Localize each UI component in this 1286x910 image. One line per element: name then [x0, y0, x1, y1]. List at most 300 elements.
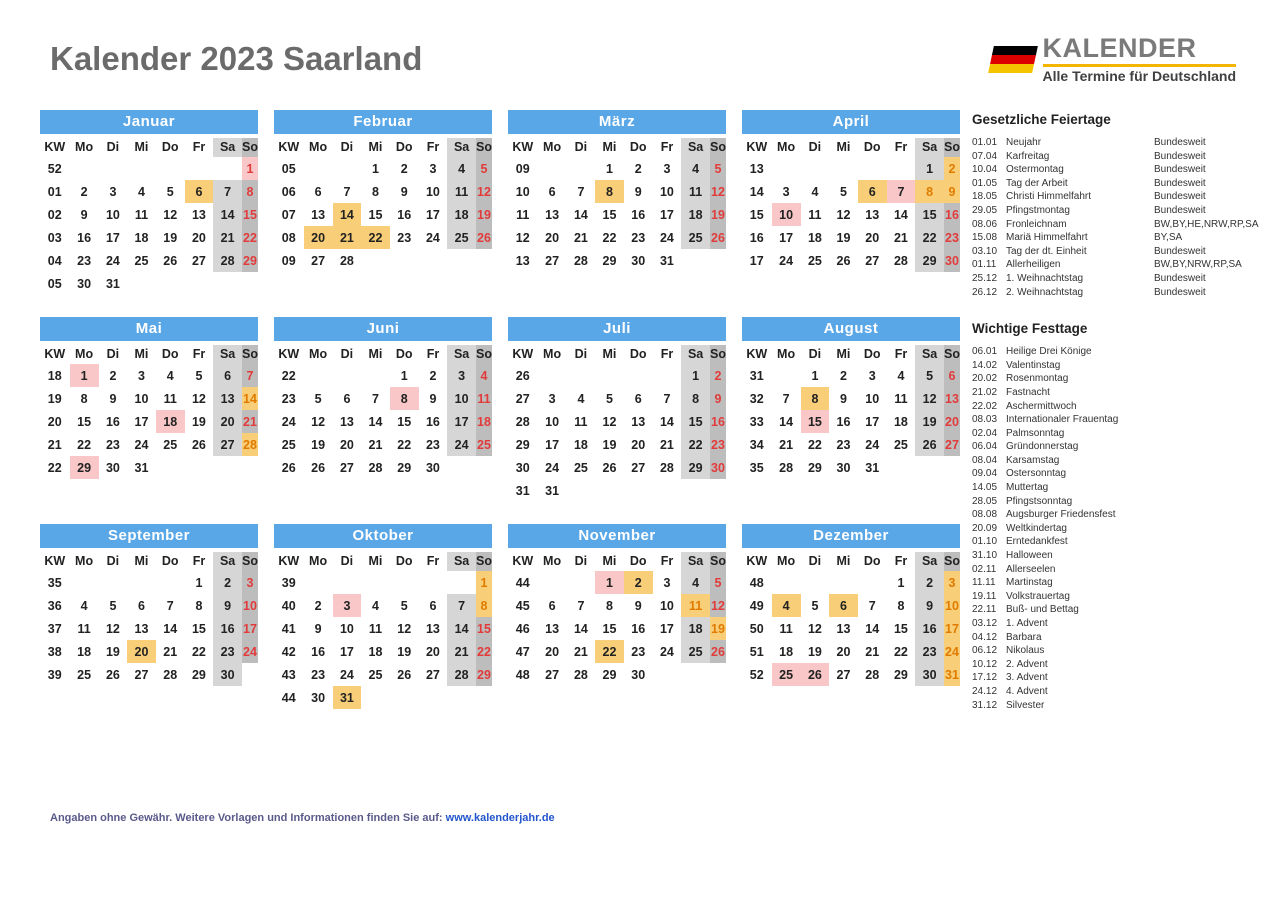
day-cell-empty [361, 249, 390, 272]
day-cell: 6 [343, 391, 351, 406]
day-cell: 20 [944, 410, 960, 433]
festival-row [972, 400, 1252, 414]
day-cell: 27 [944, 433, 960, 456]
week-number: 43 [281, 667, 296, 682]
week-number: 36 [47, 598, 62, 613]
day-cell: 25 [368, 667, 383, 682]
day-cell: 9 [944, 180, 960, 203]
week-row [508, 226, 726, 249]
day-cell: 13 [213, 387, 242, 410]
weekday-header: Do [395, 140, 413, 154]
day-cell: 1 [242, 157, 258, 180]
week-row [508, 387, 726, 410]
day-cell: 21 [779, 437, 794, 452]
day-cell: 5 [605, 391, 613, 406]
day-cell: 9 [839, 391, 847, 406]
festival-name: Augsburger Friedensfest [1006, 509, 1116, 521]
weekday-header: Sa [915, 552, 944, 571]
week-row [508, 617, 726, 640]
day-cell-empty [304, 364, 333, 387]
day-cell: 1 [595, 571, 624, 594]
day-cell-empty [595, 364, 624, 387]
day-cell: 3 [663, 575, 671, 590]
week-row [274, 594, 492, 617]
day-cell-empty [710, 249, 726, 272]
weekday-header: Mo [309, 140, 328, 154]
day-cell-empty [127, 272, 156, 295]
week-row [508, 364, 726, 387]
weekday-header: Mi [134, 140, 149, 154]
day-cell: 14 [659, 414, 674, 429]
day-cell: 19 [807, 644, 822, 659]
day-cell: 22 [807, 437, 822, 452]
day-cell: 15 [681, 410, 710, 433]
month-title: Oktober [274, 524, 492, 548]
festival-name: Muttertag [1006, 482, 1049, 494]
day-cell: 25 [77, 667, 92, 682]
day-cell: 8 [595, 180, 624, 203]
day-cell: 31 [944, 663, 960, 686]
festival-date: 06.04 [972, 441, 998, 453]
weekday-header: Mo [543, 347, 562, 361]
month-dezember [742, 524, 960, 709]
festival-name: Barbara [1006, 631, 1042, 643]
day-cell-empty [361, 686, 390, 709]
holiday-name: 2. Weihnachtstag [1006, 286, 1084, 298]
week-row [274, 180, 492, 203]
day-cell: 25 [163, 437, 178, 452]
festival-date: 28.05 [972, 495, 998, 507]
day-cell: 23 [213, 640, 242, 663]
holiday-row [972, 190, 1252, 204]
weekday-header: Do [629, 347, 647, 361]
day-cell: 24 [242, 640, 258, 663]
month-november [508, 524, 726, 709]
day-cell: 20 [127, 640, 156, 663]
day-cell: 16 [311, 644, 326, 659]
day-cell: 14 [242, 387, 258, 410]
weekday-header: Sa [915, 138, 944, 157]
week-number: 35 [47, 575, 62, 590]
day-cell-empty [567, 364, 596, 387]
festival-row [972, 563, 1252, 577]
week-row [508, 433, 726, 456]
day-cell: 4 [811, 184, 819, 199]
week-row [40, 203, 258, 226]
weekday-header: Di [340, 347, 354, 361]
week-number: 06 [281, 184, 296, 199]
month-title: März [508, 110, 726, 134]
day-cell: 18 [779, 644, 794, 659]
day-cell-empty [447, 571, 476, 594]
day-cell: 25 [447, 226, 476, 249]
day-cell-empty [333, 571, 362, 594]
day-cell: 26 [710, 226, 726, 249]
festival-row [972, 658, 1252, 672]
weekday-header: So [710, 138, 726, 157]
day-cell: 29 [191, 667, 206, 682]
day-cell-empty [156, 157, 185, 180]
weekday-header: Mi [602, 554, 617, 568]
festival-row [972, 345, 1252, 359]
weekday-header: Fr [660, 554, 674, 568]
day-cell: 16 [631, 621, 646, 636]
festival-row [972, 481, 1252, 495]
day-cell: 26 [397, 667, 412, 682]
holiday-scope: Bundesweit [1154, 272, 1206, 284]
weekday-header: Di [106, 140, 120, 154]
day-cell-empty [858, 157, 887, 180]
festival-name: Erntedankfest [1006, 536, 1068, 548]
day-cell: 5 [915, 364, 944, 387]
day-cell: 15 [77, 414, 92, 429]
day-cell: 13 [545, 207, 560, 222]
festival-row [972, 685, 1252, 699]
day-cell: 10 [425, 184, 440, 199]
day-cell-empty [538, 364, 567, 387]
festival-date: 08.04 [972, 454, 998, 466]
holiday-date: 01.11 [972, 259, 997, 271]
festival-name: Ostersonntag [1006, 468, 1067, 480]
day-cell: 16 [944, 203, 960, 226]
day-cell: 4 [166, 368, 174, 383]
day-cell: 29 [242, 249, 258, 272]
day-cell: 26 [163, 253, 178, 268]
weekday-header: Mi [836, 347, 851, 361]
holiday-name: Tag der Arbeit [1006, 177, 1068, 189]
week-number: 13 [515, 253, 530, 268]
day-cell-empty [538, 157, 567, 180]
day-cell: 30 [105, 460, 120, 475]
week-row [508, 203, 726, 226]
day-cell: 24 [944, 640, 960, 663]
festival-row [972, 603, 1252, 617]
festival-date: 31.12 [972, 699, 998, 711]
day-cell: 21 [659, 437, 674, 452]
week-number: 05 [47, 276, 62, 291]
weekday-header: Mo [777, 347, 796, 361]
day-cell: 16 [77, 230, 92, 245]
day-cell: 15 [397, 414, 412, 429]
week-number: 26 [281, 460, 296, 475]
week-number: 26 [515, 368, 530, 383]
week-row [742, 410, 960, 433]
weekday-header: Sa [447, 552, 476, 571]
month-title: April [742, 110, 960, 134]
festival-name: 2. Advent [1006, 658, 1048, 670]
holiday-name: Ostermontag [1006, 164, 1064, 176]
day-cell: 8 [681, 387, 710, 410]
holiday-name: Christi Himmelfahrt [1006, 191, 1092, 203]
festival-row [972, 522, 1252, 536]
festival-row [972, 535, 1252, 549]
weekday-header: KW [746, 554, 768, 568]
week-number: 16 [749, 230, 764, 245]
month-title: November [508, 524, 726, 548]
weekday-header: KW [512, 554, 534, 568]
day-cell: 28 [163, 667, 178, 682]
day-cell-empty [567, 157, 596, 180]
day-cell: 6 [548, 184, 556, 199]
day-cell: 24 [659, 644, 674, 659]
week-row [40, 456, 258, 479]
day-cell: 19 [710, 203, 726, 226]
holiday-scope: Bundesweit [1154, 137, 1206, 148]
day-cell-empty [156, 456, 185, 479]
weekday-header: Fr [660, 347, 674, 361]
day-cell: 19 [311, 437, 326, 452]
day-cell: 15 [242, 203, 258, 226]
day-cell: 5 [811, 598, 819, 613]
festival-name: Nikolaus [1006, 645, 1045, 657]
weekday-header: Mi [368, 140, 383, 154]
holiday-date: 01.01 [972, 137, 998, 148]
week-number: 40 [281, 598, 296, 613]
week-row [742, 640, 960, 663]
week-row [742, 226, 960, 249]
day-cell: 25 [807, 253, 822, 268]
holiday-date: 10.04 [972, 164, 998, 176]
month-title: Dezember [742, 524, 960, 548]
weekday-header: Mo [309, 347, 328, 361]
day-cell: 3 [447, 364, 476, 387]
day-cell: 18 [807, 230, 822, 245]
weekday-header: Fr [426, 140, 440, 154]
day-cell: 26 [476, 226, 492, 249]
holiday-row [972, 204, 1252, 218]
day-cell: 8 [915, 180, 944, 203]
day-cell: 28 [213, 249, 242, 272]
day-cell: 9 [109, 391, 117, 406]
week-row [508, 249, 726, 272]
day-cell-empty [333, 157, 362, 180]
festival-date: 09.04 [972, 468, 998, 480]
festival-name: Martinstag [1006, 577, 1053, 589]
day-cell-empty [681, 479, 710, 502]
brand-logo [991, 34, 1236, 84]
day-cell: 22 [681, 433, 710, 456]
day-cell: 2 [944, 157, 960, 180]
day-cell: 2 [839, 368, 847, 383]
month-table [40, 138, 258, 295]
month-table [274, 138, 492, 272]
weekday-header: Di [808, 347, 822, 361]
festival-row [972, 372, 1252, 386]
weekday-header: Di [808, 140, 822, 154]
week-number: 07 [281, 207, 296, 222]
day-cell: 19 [836, 230, 851, 245]
day-cell: 30 [311, 690, 326, 705]
month-oktober [274, 524, 492, 709]
day-cell: 21 [573, 644, 588, 659]
week-row [742, 364, 960, 387]
day-cell: 22 [915, 226, 944, 249]
holiday-row [972, 258, 1252, 272]
holiday-scope: Bundesweit [1154, 150, 1206, 162]
festival-name: Fastnacht [1006, 386, 1050, 398]
week-row [508, 180, 726, 203]
week-row [742, 203, 960, 226]
month-title: Juni [274, 317, 492, 341]
festival-date: 31.10 [972, 550, 998, 562]
weekday-header: Mi [602, 140, 617, 154]
day-cell: 26 [191, 437, 206, 452]
festival-date: 22.11 [972, 604, 997, 616]
day-cell: 30 [836, 460, 851, 475]
day-cell: 3 [663, 161, 671, 176]
day-cell: 3 [137, 368, 145, 383]
day-cell: 21 [333, 226, 362, 249]
day-cell: 10 [105, 207, 120, 222]
day-cell: 21 [447, 640, 476, 663]
day-cell: 1 [681, 364, 710, 387]
festival-name: Heilige Drei Könige [1006, 346, 1092, 358]
weekday-header: Do [629, 554, 647, 568]
weekday-header: Mi [368, 347, 383, 361]
week-number: 28 [515, 414, 530, 429]
day-cell: 27 [631, 460, 646, 475]
day-cell: 17 [242, 617, 258, 640]
week-number: 47 [515, 644, 530, 659]
day-cell-empty [127, 157, 156, 180]
day-cell: 21 [213, 226, 242, 249]
day-cell-empty [944, 456, 960, 479]
day-cell: 29 [893, 667, 908, 682]
day-cell: 1 [915, 157, 944, 180]
day-cell: 23 [915, 640, 944, 663]
festival-row [972, 467, 1252, 481]
day-cell: 5 [476, 157, 492, 180]
holiday-scope: Bundesweit [1154, 164, 1206, 176]
day-cell: 30 [631, 667, 646, 682]
day-cell: 20 [339, 437, 354, 452]
day-cell: 4 [476, 364, 492, 387]
day-cell-empty [304, 157, 333, 180]
day-cell: 11 [894, 391, 908, 406]
weekday-header: KW [746, 347, 768, 361]
page-title: Kalender 2023 Saarland [50, 40, 423, 77]
day-cell: 1 [476, 571, 492, 594]
day-cell: 18 [893, 414, 908, 429]
day-cell: 23 [397, 230, 412, 245]
weekday-header: Mo [75, 140, 94, 154]
day-cell-empty [213, 157, 242, 180]
week-number: 02 [47, 207, 62, 222]
week-number: 46 [515, 621, 530, 636]
day-cell: 16 [397, 207, 412, 222]
day-cell-empty [801, 571, 830, 594]
day-cell: 29 [807, 460, 822, 475]
week-number: 17 [749, 253, 764, 268]
weekday-header: Mo [777, 554, 796, 568]
weekday-header: Fr [894, 140, 908, 154]
day-cell: 10 [447, 387, 476, 410]
day-cell: 29 [915, 249, 944, 272]
festival-date: 06.01 [972, 346, 998, 358]
week-row [40, 594, 258, 617]
month-table [274, 345, 492, 479]
festival-name: Karsamstag [1006, 454, 1060, 466]
day-cell: 24 [659, 230, 674, 245]
day-cell: 12 [602, 414, 617, 429]
day-cell: 30 [915, 663, 944, 686]
day-cell: 9 [634, 184, 642, 199]
festival-name: Palmsonntag [1006, 427, 1065, 439]
day-cell: 21 [163, 644, 178, 659]
logo-main-text: KALENDER [1042, 33, 1197, 63]
day-cell: 12 [836, 207, 851, 222]
week-number: 50 [749, 621, 764, 636]
day-cell: 19 [915, 410, 944, 433]
month-row [40, 524, 960, 709]
day-cell-empty [99, 157, 128, 180]
day-cell: 7 [343, 184, 351, 199]
week-number: 33 [749, 414, 764, 429]
weekday-header: Do [629, 140, 647, 154]
festival-date: 20.02 [972, 373, 998, 385]
holiday-scope: BY,SA [1154, 232, 1183, 244]
holiday-row [972, 231, 1252, 245]
holiday-row [972, 177, 1252, 191]
festival-name: Rosenmontag [1006, 373, 1069, 385]
festival-row [972, 631, 1252, 645]
week-row [274, 410, 492, 433]
week-number: 15 [749, 207, 764, 222]
day-cell: 1 [371, 161, 379, 176]
day-cell: 21 [865, 644, 880, 659]
festival-name: Allerseelen [1006, 563, 1056, 575]
day-cell: 27 [339, 460, 354, 475]
month-juli [508, 317, 726, 502]
day-cell: 30 [944, 249, 960, 272]
holiday-date: 18.05 [972, 191, 998, 203]
week-number: 20 [47, 414, 62, 429]
weekday-header: Di [808, 554, 822, 568]
day-cell: 26 [710, 640, 726, 663]
day-cell: 2 [634, 161, 642, 176]
day-cell: 15 [801, 410, 830, 433]
weekday-header: KW [512, 347, 534, 361]
day-cell: 10 [545, 414, 560, 429]
day-cell: 8 [897, 598, 905, 613]
week-number: 48 [749, 575, 764, 590]
footer-link[interactable]: www.kalenderjahr.de [445, 812, 555, 824]
day-cell: 21 [242, 410, 258, 433]
day-cell: 31 [545, 483, 560, 498]
weekday-header: Di [340, 554, 354, 568]
day-cell: 25 [476, 433, 492, 456]
week-row [742, 433, 960, 456]
festival-row [972, 495, 1252, 509]
day-cell: 29 [397, 460, 412, 475]
day-cell: 31 [333, 686, 362, 709]
day-cell: 23 [311, 667, 326, 682]
weekday-header: Mo [777, 140, 796, 154]
day-cell: 7 [887, 180, 916, 203]
day-cell: 10 [659, 598, 674, 613]
day-cell: 12 [311, 414, 326, 429]
day-cell: 7 [577, 598, 585, 613]
day-cell: 28 [893, 253, 908, 268]
day-cell: 17 [944, 617, 960, 640]
day-cell: 15 [893, 621, 908, 636]
day-cell: 4 [371, 598, 379, 613]
day-cell: 23 [631, 644, 646, 659]
festivals-heading: Wichtige Festtage [972, 321, 1088, 337]
day-cell: 22 [242, 226, 258, 249]
festival-name: Halloween [1006, 550, 1053, 562]
day-cell: 5 [839, 184, 847, 199]
